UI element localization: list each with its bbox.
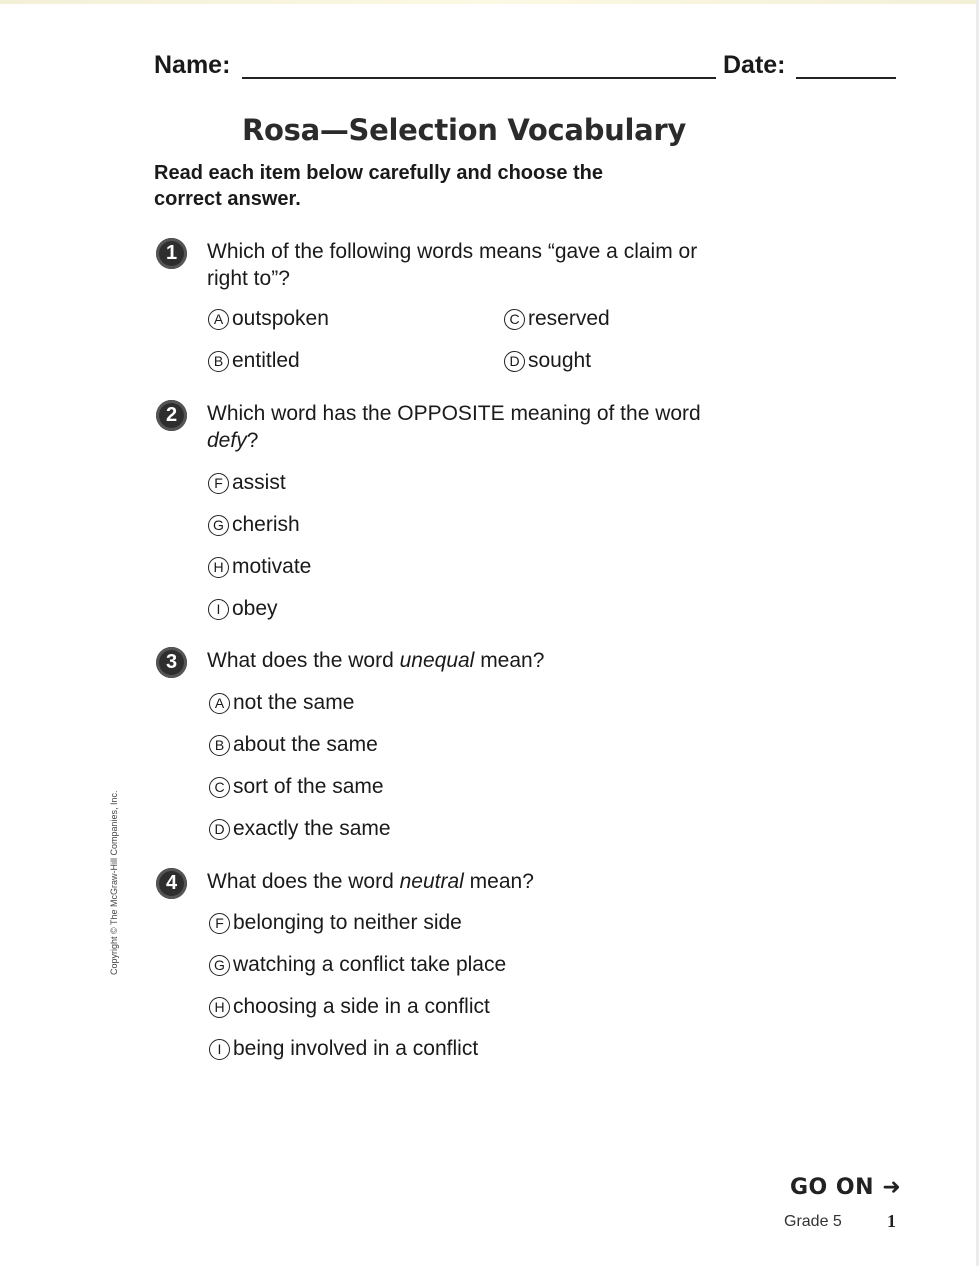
answer-bubble[interactable]: B (209, 735, 230, 756)
date-field[interactable] (796, 77, 896, 79)
question-3-text: What does the word unequal mean? (207, 649, 545, 672)
answer-bubble[interactable]: D (504, 351, 525, 372)
grade-label: Grade 5 (784, 1213, 842, 1230)
answer-bubble[interactable]: H (209, 997, 230, 1018)
option-text: obey (232, 597, 278, 620)
option-text: assist (232, 471, 286, 494)
option-text: not the same (233, 691, 355, 714)
answer-bubble[interactable]: A (209, 693, 230, 714)
question-2-text: Which word has the OPPOSITE meaning of the word defy? (207, 402, 701, 452)
go-on-label: GO ON ➜ (790, 1175, 902, 1200)
option-text: watching a conflict take place (233, 953, 507, 976)
question-number-3: 3 (156, 647, 187, 678)
question-number-4: 4 (156, 868, 187, 899)
q4-option-h[interactable] (209, 994, 490, 1020)
answer-bubble[interactable]: F (209, 913, 230, 934)
answer-bubble[interactable]: D (209, 819, 230, 840)
option-text: sought (528, 349, 592, 372)
answer-bubble[interactable]: H (208, 557, 229, 578)
question-number-2: 2 (156, 400, 187, 431)
answer-bubble[interactable]: A (208, 309, 229, 330)
name-label: Name: (154, 51, 231, 79)
date-label: Date: (723, 51, 786, 79)
name-field[interactable] (242, 77, 716, 79)
option-text: outspoken (232, 307, 329, 330)
q2-option-i[interactable] (208, 596, 278, 622)
q1-option-d[interactable] (504, 348, 591, 374)
answer-bubble[interactable]: F (208, 473, 229, 494)
option-text: choosing a side in a conflict (233, 995, 490, 1018)
question-4-text: What does the word neutral mean? (207, 870, 534, 893)
answer-bubble[interactable]: B (208, 351, 229, 372)
q4-option-g[interactable] (209, 952, 506, 978)
answer-bubble[interactable]: I (209, 1039, 230, 1060)
answer-bubble[interactable]: G (208, 515, 229, 536)
q1-option-b[interactable] (208, 348, 300, 374)
option-text: reserved (528, 307, 610, 330)
q2-option-g[interactable] (208, 512, 300, 538)
option-text: belonging to neither side (233, 911, 462, 934)
option-text: exactly the same (233, 817, 391, 840)
q2-option-f[interactable] (208, 470, 286, 496)
answer-bubble[interactable]: C (209, 777, 230, 798)
page-number: 1 (887, 1211, 896, 1231)
question-1-text: Which of the following words means “gave a claim or right to”? (207, 240, 698, 290)
page-top-edge (0, 0, 979, 4)
arrow-right-icon: ➜ (882, 1175, 902, 1200)
option-text: motivate (232, 555, 312, 578)
q3-option-b[interactable] (209, 732, 378, 758)
q1-option-a[interactable] (208, 306, 329, 332)
option-text: being involved in a conflict (233, 1037, 479, 1060)
question-number-1: 1 (156, 238, 187, 269)
option-text: entitled (232, 349, 300, 372)
header-row (154, 50, 896, 82)
option-text: sort of the same (233, 775, 384, 798)
answer-bubble[interactable]: C (504, 309, 525, 330)
answer-bubble[interactable]: G (209, 955, 230, 976)
page-title: Rosa—Selection Vocabulary (241, 113, 687, 147)
option-text: cherish (232, 513, 300, 536)
instructions: Read each item below carefully and choose the correct answer. (154, 162, 604, 210)
q4-option-i[interactable] (209, 1036, 478, 1062)
q3-option-c[interactable] (209, 774, 384, 800)
q4-option-f[interactable] (209, 910, 462, 936)
copyright-notice: Copyright © The McGraw-Hill Companies, Inc. (109, 790, 119, 975)
q2-option-h[interactable] (208, 554, 311, 580)
answer-bubble[interactable]: I (208, 599, 229, 620)
q3-option-d[interactable] (209, 816, 391, 842)
option-text: about the same (233, 733, 378, 756)
q3-option-a[interactable] (209, 690, 354, 716)
q1-option-c[interactable] (504, 306, 610, 332)
